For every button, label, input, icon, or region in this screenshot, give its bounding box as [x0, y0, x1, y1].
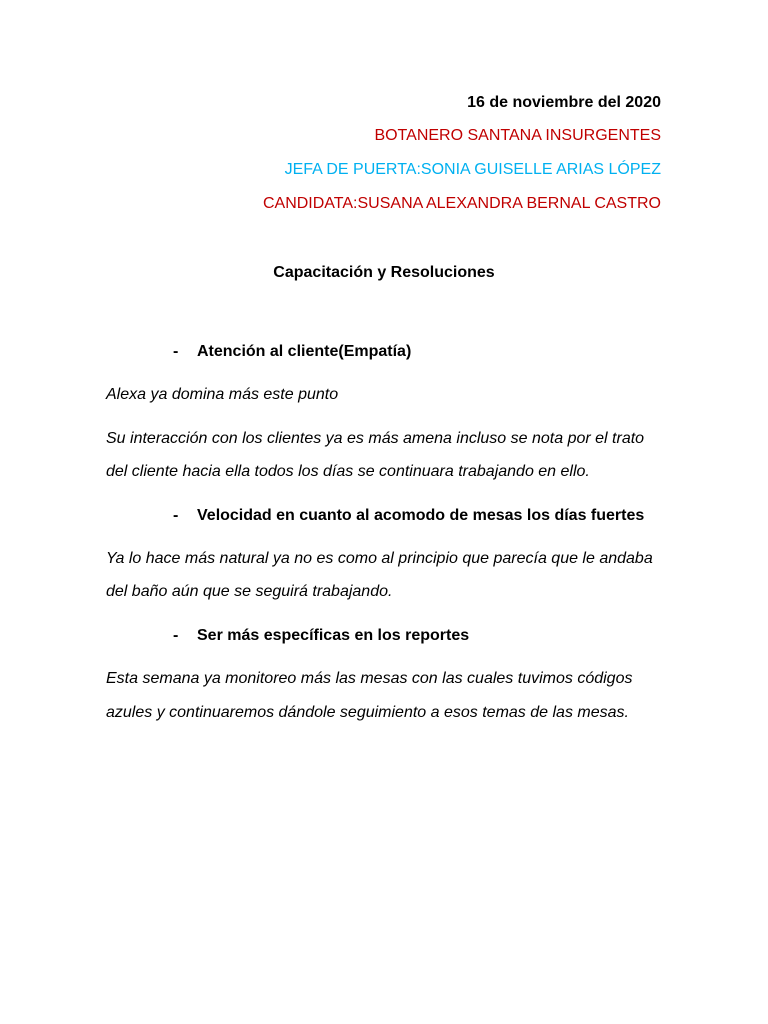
- bullet-dash: -: [173, 627, 179, 644]
- supervisor-line: JEFA DE PUERTA:SONIA GUISELLE ARIAS LÓPEZ: [284, 161, 661, 178]
- bullet-dash: -: [173, 343, 179, 360]
- paragraph-line: Ya lo hace más natural ya no es como al principio que parecía que le andaba: [106, 550, 653, 567]
- paragraph-line: Su interacción con los clientes ya es más amena incluso se nota por el trato: [106, 430, 645, 447]
- paragraph-line: azules y continuaremos dándole seguimiento a esos temas de las mesas.: [106, 704, 629, 721]
- paragraph-line: del baño aún que se seguirá trabajando.: [106, 583, 393, 600]
- document-title: Capacitación y Resoluciones: [273, 264, 495, 281]
- document-date: 16 de noviembre del 2020: [467, 94, 661, 111]
- paragraph-line: Esta semana ya monitoreo más las mesas con las cuales tuvimos códigos: [106, 670, 633, 687]
- section-heading: Ser más específicas en los reportes: [197, 627, 470, 644]
- candidate-line: CANDIDATA:SUSANA ALEXANDRA BERNAL CASTRO: [262, 195, 661, 212]
- paragraph-line: Alexa ya domina más este punto: [106, 386, 339, 403]
- company-name: BOTANERO SANTANA INSURGENTES: [374, 127, 661, 144]
- paragraph-line: del cliente hacia ella todos los días se continuara trabajando en ello.: [106, 463, 590, 480]
- bullet-dash: -: [173, 507, 179, 524]
- section-heading: Velocidad en cuanto al acomodo de mesas los días fuertes: [197, 507, 645, 524]
- section-heading: Atención al cliente(Empatía): [197, 343, 412, 360]
